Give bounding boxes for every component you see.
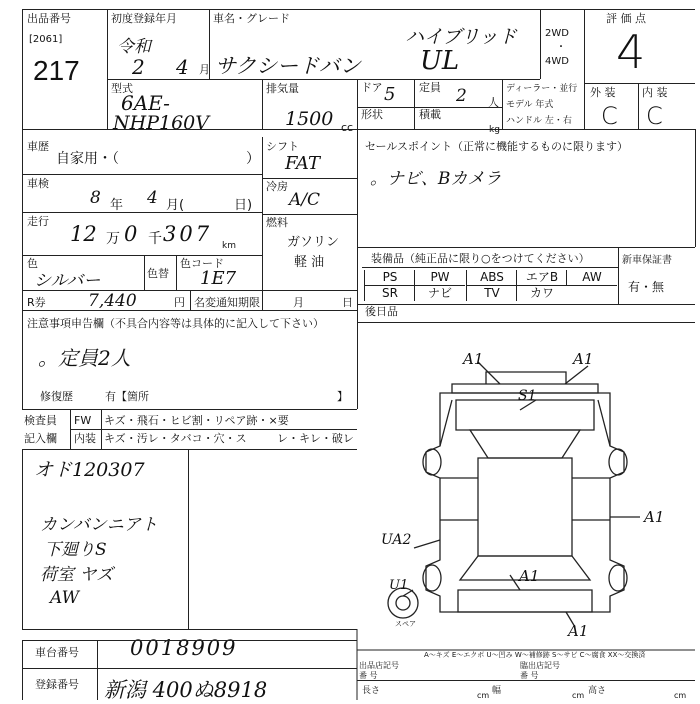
engine-code: 6AE- <box>121 91 170 115</box>
mileage-man-unit: 万 <box>106 231 120 247</box>
era-value: 令和 <box>117 37 151 57</box>
damage-mark-4: A1 <box>644 508 665 526</box>
odo-note: オド120307 <box>34 459 145 481</box>
capacity-value: 2 <box>456 86 467 106</box>
length-label: 長さ <box>362 686 381 696</box>
first-reg-label: 初度登録年月 <box>111 12 177 25</box>
damage-mark-7: U1 <box>389 578 409 593</box>
inspection-day-unit: 日) <box>234 198 253 213</box>
damage-mark-5: UA2 <box>381 532 412 548</box>
inspector-label-2: 記入欄 <box>24 432 57 445</box>
inspector-row2-head: 内装 <box>74 432 96 445</box>
damage-mark-2: A1 <box>573 350 594 368</box>
model-code: NHP160V <box>113 112 209 134</box>
interior-label: 内 装 <box>642 86 668 99</box>
width-label: 幅 <box>492 686 502 696</box>
history-label: 車歴 <box>27 140 49 153</box>
damage-mark-3: S1 <box>518 388 537 404</box>
height-label: 高さ <box>588 686 607 696</box>
body-label: 形状 <box>361 108 383 121</box>
recycle-unit: 円 <box>174 296 185 309</box>
drive-dot: ・ <box>556 42 566 53</box>
notice-label: 名変通知期限 <box>194 296 260 309</box>
displacement-label: 排気量 <box>266 82 299 95</box>
shift-value: FAT <box>285 153 320 174</box>
equipment-label: 装備品（純正品に限り○をつけてください） <box>371 252 590 265</box>
repair-value: 有【箇所 <box>105 390 149 403</box>
damage-mark-6: A1 <box>519 567 540 585</box>
recycle-value: 7,440 <box>88 291 137 311</box>
displacement-value: 1500 <box>285 108 334 130</box>
fuel-gasoline: ガソリン <box>287 235 340 250</box>
repair-close: 】 <box>337 390 348 403</box>
dealer-label: ディーラー・並行 <box>506 84 578 94</box>
note-line-2: 下廻りS <box>44 540 107 560</box>
rear-seat-label: 後日品 <box>365 305 398 318</box>
recycle-label: R券 <box>27 296 46 309</box>
inspection-year-unit: 年 <box>110 198 124 213</box>
grade-hybrid: ハイブリッド <box>405 26 517 48</box>
inspector-row1: キズ・飛石・ヒビ割・リペア跡・×要 <box>104 414 289 427</box>
equipment-item: PS <box>364 270 415 286</box>
lot-no-label: 出品番号 <box>27 12 71 25</box>
equipment-item: TV <box>466 286 517 301</box>
mileage-label: 走行 <box>27 215 49 228</box>
interior-grade: C <box>646 102 663 130</box>
equipment-item: エアB <box>516 270 567 286</box>
first-reg-year: 2 <box>132 55 145 79</box>
inspection-year: 8 <box>90 188 101 208</box>
month-unit: 月 <box>199 63 210 76</box>
grade-value: UL <box>420 46 460 76</box>
capacity-unit: 人 <box>488 96 499 109</box>
cc-unit: cc <box>341 121 354 134</box>
exterior-grade: C <box>601 102 618 130</box>
equipment-item: PW <box>414 270 465 286</box>
equipment-item: ABS <box>466 270 517 286</box>
color-code-value: 1E7 <box>200 268 237 289</box>
note-line-4: AW <box>50 588 80 608</box>
lot-number: 217 <box>33 55 80 86</box>
car-name-label: 車名・グレード <box>213 12 290 25</box>
notes-label: 注意事項申告欄（不具合内容等は具体的に記入して下さい） <box>27 317 324 330</box>
color-label: 色 <box>27 257 38 270</box>
sales-points-value: 。ナビ、Bカメラ <box>370 169 502 189</box>
inspector-label-1: 検査員 <box>24 414 57 427</box>
ac-value: A/C <box>289 190 321 210</box>
notice-month-unit: 月 <box>293 296 304 309</box>
fuel-label: 燃料 <box>266 216 288 229</box>
capacity-label: 定員 <box>419 81 441 94</box>
history-close: ） <box>246 151 260 167</box>
damage-mark-8: A1 <box>568 622 589 640</box>
temp-code-label: 臨出店記号 <box>520 661 560 670</box>
temp-number-label: 番 号 <box>520 671 539 680</box>
inspector-row1-head: FW <box>74 414 92 427</box>
warranty-label: 新車保証書 <box>622 255 672 266</box>
km-unit: km <box>222 241 236 251</box>
damage-legend: A～キズ E～エクボ U～凹み W～補修跡 S～サビ C～腐食 XX～交換済 <box>424 651 646 659</box>
lister-number-label: 番 号 <box>359 671 378 680</box>
height-unit: cm <box>674 691 687 700</box>
score-value: 4 <box>616 25 646 79</box>
inspection-month-unit: 月( <box>166 198 185 213</box>
lister-code-label: 出品店記号 <box>359 661 399 670</box>
fuel-diesel: 軽 油 <box>294 255 325 270</box>
model-label: 型式 <box>111 82 133 95</box>
equipment-item: AW <box>566 270 617 286</box>
drive-4wd: 4WD <box>545 56 569 67</box>
registration-label: 登録番号 <box>35 678 79 691</box>
history-value: 自家用・（ <box>56 151 119 167</box>
mileage-sen-unit: 千 <box>148 231 162 247</box>
equipment-item: ナビ <box>414 286 465 301</box>
notes-value: 。定員2人 <box>38 346 131 370</box>
damage-mark-1: A1 <box>463 350 484 368</box>
inspector-row2: キズ・汚レ・タバコ・穴・ス <box>104 432 247 445</box>
inspection-label: 車検 <box>27 177 49 190</box>
door-value: 5 <box>384 84 396 105</box>
shift-label: シフト <box>266 140 299 153</box>
divider <box>357 680 695 681</box>
note-line-3: 荷室 ヤズ <box>40 565 114 585</box>
mileage-man: 12 <box>70 222 97 246</box>
mileage-rest: 307 <box>163 222 213 246</box>
notice-day-unit: 日 <box>342 296 353 309</box>
warranty-value: 有・無 <box>628 280 665 294</box>
kg-unit: kg <box>489 125 500 135</box>
note-line-1: カンバンニアト <box>40 515 158 535</box>
width-unit: cm <box>572 691 585 700</box>
color-tone-label: 色替 <box>147 267 169 280</box>
lot-sub-number: [2061] <box>29 34 63 45</box>
car-name-value: サクシードバン <box>215 54 361 78</box>
color-value: シルバー <box>34 271 101 291</box>
inspection-month: 4 <box>147 188 158 208</box>
equipment-item: SR <box>364 286 415 301</box>
frame-label: 車台番号 <box>35 646 79 659</box>
frame-value: 0018909 <box>130 636 238 660</box>
ac-label: 冷房 <box>266 180 288 193</box>
registration-value: 新潟 400ぬ8918 <box>104 678 268 702</box>
model-year-label: モデル 年式 <box>506 100 554 110</box>
first-reg-month: 4 <box>176 55 189 79</box>
repair-label: 修復歴 <box>40 390 73 403</box>
drive-2wd: 2WD <box>545 28 569 39</box>
score-label: 評 価 点 <box>606 12 646 25</box>
door-label: ドア <box>361 81 383 94</box>
exterior-label: 外 装 <box>590 86 616 99</box>
load-label: 積載 <box>419 108 441 121</box>
equipment-item: カワ <box>516 286 567 301</box>
sales-points-label: セールスポイント（正常に機能するものに限ります） <box>365 140 629 153</box>
color-code-label: 色コード <box>180 257 224 270</box>
length-unit: cm <box>477 691 490 700</box>
spare-label: スペア <box>395 620 416 628</box>
inspector-row2-tail: レ・キレ・破レ <box>277 432 354 445</box>
handle-label: ハンドル 左・右 <box>506 116 572 126</box>
mileage-zero: 0 <box>124 222 138 246</box>
